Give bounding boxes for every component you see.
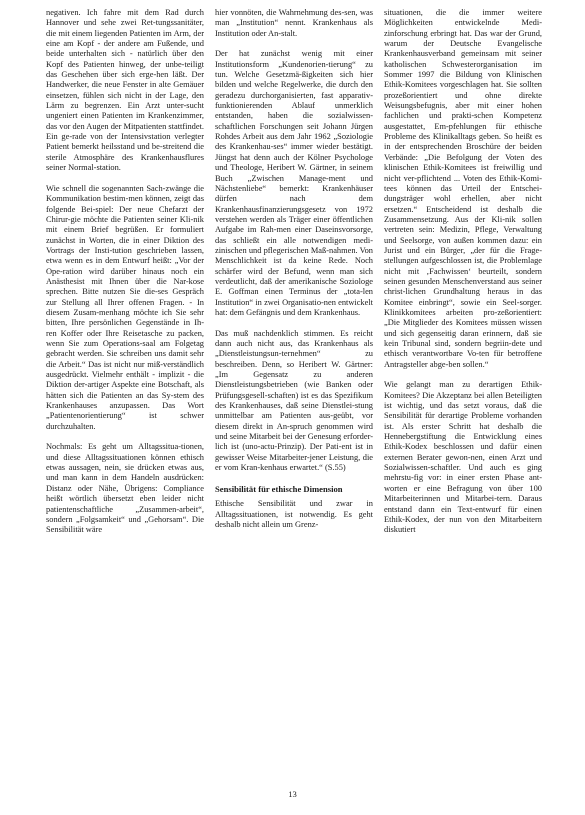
paragraph: negativen. Ich fahre mit dem Rad durch Hannover und sehe zwei Ret-tungssanitäter, die mit einem liegenden Patienten im Arm, der eine am Kopf - der andere am Fußende, und beide unterhalten sich - natürlich über den Kopf des Patienten hinweg, der unbe-teiligt das Geschehen über sich erge-hen läßt. Der Handwerker, die neue Fenster in alte Gemäuer einsetzen, fühlen sich nicht in der Lage, den Lärm zu begrenzen. Ein Arzt unter-sucht ungeniert einen Patienten im Krankenzimmer, das vor den Augen der Mitpatienten stattfindet. Ein ge-rade von der Intensivstation verlegter Patient bemerkt heilsstand und be-streitend die sterile Atmosphäre des Krankenhausflures seiner Normal-station.	[46, 8, 204, 173]
paragraph: Wie schnell die sogenannten Sach-zwänge die Kommunikation bestim-men können, zeigt das folgende Bei-spiel: Der neue Chefarzt der Chirur-gie möchte die Patienten seiner Kli-nik mit einem Brief begrüßen. Er formuliert zunächst in Worten, die in einer Diktion des Vortrags der Insti-tution geschrieben lassen, etwa wenn es in dem Entwurf heißt: „Vor der Ope-ration wird darüber hinaus noch ein Anästhesist mit Ihnen über die Nar-kose sprechen. Bitte nutzen Sie die-ses Gespräch zur Stellung all Ihrer offenen Fragen. - In diesem Zusam-menhang möchte ich Sie sehr bitten, Ihre persönlichen Gegenstände in Ih-ren Koffer oder Ihre Reisetasche zu packen, wenn Sie zum Operations-saal am Folgetag gebracht werden. Sie schreiben uns damit sehr die Arbeit.“ Das ist nicht nur miß-verständlich ausgedrückt. Vielmehr enthält - implizit - die Diktion der-artiger Aspekte eine Botschaft, als hätten sich die Patienten an das Sy-stem des Krankenhauses anzupassen. Das Wort „Patientenorientierung“ ist schwer durchzuhalten.	[46, 183, 204, 431]
page-number: 13	[288, 789, 297, 799]
text-column-left	[46, 8, 204, 536]
paragraph: hier vonnöten, die Wahrnehmung des-sen, was man „Institution“ nennt. Krankenhaus als Institution oder An-stalt.	[215, 8, 373, 38]
paragraph: Das muß nachdenklich stimmen. Es reicht dann auch nicht aus, das Krankenhaus als „Dienstleistungsun-ternehmen“ zu beschreiben. Denn, so Heribert W. Gärtner: „Im Gegensatz zu anderen Dienstleistungsbetrieben (wie Banken oder Prüfungsgesell-schaften) ist es das Spezifikum des Krankenhauses, daß seine Dienstlei-stung unmittelbar am Patienten aus-geübt, vor diesem direkt in An-spruch genommen wird und seine Mitarbeit bei der Genesung erforder-lich ist (uno-actu-Prinzip). Der Pati-ent ist in gewisser Weise Mitarbeiter-jener Leistung, die er vom Kran-kenhaus erwartet.“ (S.55)	[215, 328, 373, 473]
paragraph: Ethische Sensibilität und zwar in Alltagssituationen, ist notwendig. Es geht deshalb nicht allein um Grenz-	[215, 499, 373, 529]
paragraph: Nochmals: Es geht um Alltagssitua-tionen, und diese Alltagssituationen können ethisch etwas aussagen, nein, sie drücken etwas aus, und man kann in dem Handeln ausdrücken: Distanz oder Nähe, Übrigens: Compliance heißt wörtlich übersetzt eben leider nicht patientenschaftliche „Zusammen-arbeit“, sondern „Folgsamkeit“ und „Gehorsam“. Die Sensibilität wäre	[46, 442, 204, 535]
text-column-right	[384, 8, 542, 536]
paragraph: Der hat zunächst wenig mit einer Institutionsform „Kundenorien-tierung“ zu tun. Welche Gesetzmä-ßigkeiten sich hier bilden und welche Regelwerke, die durch den geradezu durchorganisierten, fast apparativ-funktionierenden Ablauf unmerklich entstanden, haben die sozialwissen-schaftlichen Forschungen seit Johann Jürgen Rohdes Arbeit aus dem Jahr 1962 „Soziologie des Krankenhau-ses“ immer wieder bestätigt. Jüngst hat denn auch der Kölner Psychologe und Theologe, Heribert W. Gärtner, in seinem Buch „Zwischen Manage-ment und Nächstenliebe“ bemerkt: Krankenhäuser dürfen nach dem Krankenhausfinanzierungsgesetz von 1972 verstehen werden als Träger einer öffentlichen Aufgabe im Rah-men einer Daseinsvorsorge, das schließt ein alle notwendigen medi-zinischen und pflegerischen Maß-nahmen. Von Menschlichkeit ist da keine Rede. Noch schärfer wird der Befund, wenn man sich verdeutlicht, daß der amerikanische Soziologe E. Goffman einen Terminus der „tota-len Institution“ in zwei Organisatio-nen entwickelt hat: dem Gefängnis und dem Krankenhaus.	[215, 49, 373, 317]
paragraph: Wie gelangt man zu derartigen Ethik-Komitees? Die Akzeptanz bei allen Beteiligten ist wichtig, und das setzt voraus, daß die Sensibilität für derartige Probleme vorhanden ist. Als erster Schritt hat deshalb die Hennebergstiftung die Entwicklung eines Ethik-Kodex beschlossen und dafür einen externen Berater gewon-nen, einen Arzt und Sozialwissen-schaftler. Und auch es ging mehrstu-fig vor: in einer ersten Phase ant-worten er eine Befragung von über 100 Mitarbeiterinnen und Mitarbei-tern. Daraus entstand dann ein Text-entwurf für einen Ethik-Kodex, der nun von den Mitarbeitern diskutiert	[384, 380, 542, 535]
paragraph: situationen, die die immer weitere Möglichkeiten entwickelnde Medi-zinforschung erbringt hat. Das war der Grund, warum der Deutsche Evangelische Krankenhausverband gemeinsam mit seiner katholischen Schwesterorganisation im Sommer 1997 die Bildung von Klinischen Ethik-Komitees vorgeschlagen hat. Sie sollten prozeßorientiert und ohne direkte Weisungsbefugnis, aber mit einer hohen fachlichen und prakti-schen Kompetenz ausgestattet, Em-pfehlungen für ethische Probleme des Klinikalltags geben. So heißt es in der entsprechenden Broschüre der beiden Verbände: „Die Befolgung der Voten des klinischen Ethik-Komitees ist freiwillig und nicht ver-pflichtend ... Voten des Ethik-Komi-tees können das Urteil der Entschei-dungsträger wohl erhellen, aber nicht ersetzen.“ Entscheidend ist deshalb die Zusammensetzung. Aus der Kli-nik sollen vertreten sein: Medizin, Pflege, Verwaltung und Seelsorge, von außen kommen dazu: ein Jurist und ein Bürger, „der für die Frage-stellungen aufgeschlossen ist, die Problemlage nicht mit ‚Fachwissen‘ beurteilt, sondern seinen gesunden Menschenverstand aus seiner christ-lichen Grundhaltung heraus in das Komitee einbringt“, sowie ein Seel-sorger. Klinikkomitees arbeiten pro-zeßorientiert: „Die Mitglieder des Komitees müssen wissen und sich gegenseitig daran erinnern, daß sie kein Tribunal sind, sondern begriin-dete und ethisch verantwortbare Vo-ten für betroffene Antragsteller abge-ben sollen.“	[384, 8, 542, 369]
section-heading: Sensibilität für ethische Dimension	[215, 483, 343, 494]
text-column-middle	[215, 8, 373, 530]
